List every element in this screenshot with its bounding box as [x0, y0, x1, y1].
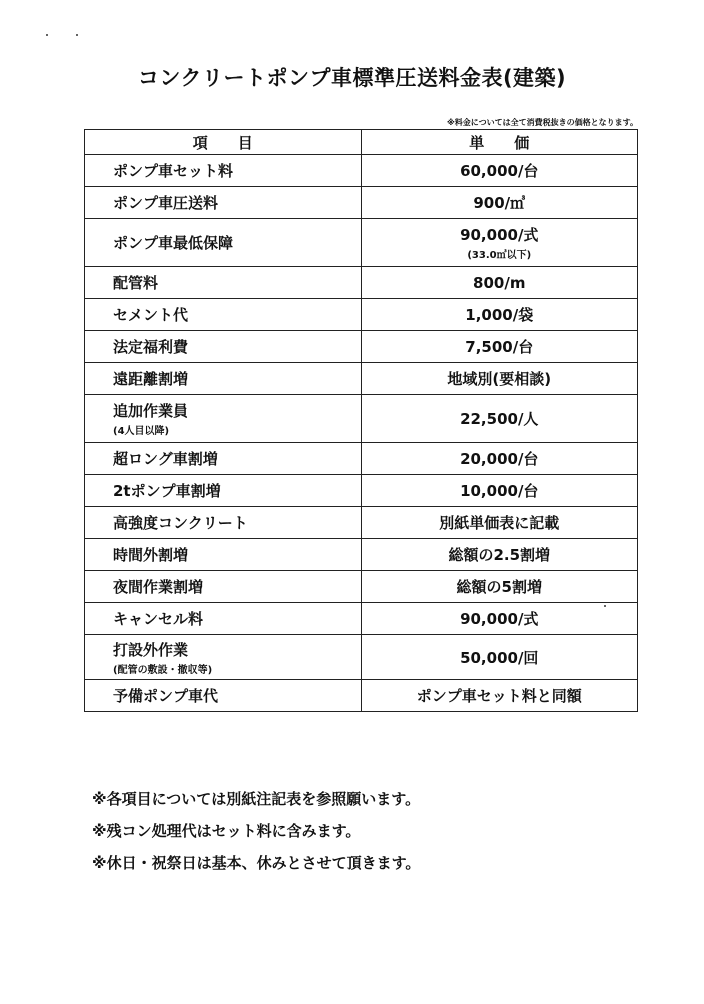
price-cell: 90,000/式 [361, 603, 638, 635]
price-cell: 20,000/台 [361, 443, 638, 475]
item-cell [85, 635, 362, 680]
table-row [85, 539, 638, 571]
item-cell: 配管料 [85, 267, 362, 299]
price-cell: 800/m [361, 267, 638, 299]
table-row [85, 475, 638, 507]
footnote: ※残コン処理代はセット料に含みます。 [92, 822, 361, 840]
table-row [85, 395, 638, 443]
table-row [85, 219, 638, 267]
rate-table [84, 129, 638, 712]
header-price: 単 価 [361, 130, 638, 155]
item-cell: 予備ポンプ車代 [85, 680, 362, 712]
item-cell: 高強度コンクリート [85, 507, 362, 539]
price-cell: 総額の5割増 [361, 571, 638, 603]
item-cell: セメント代 [85, 299, 362, 331]
item-cell: キャンセル料 [85, 603, 362, 635]
table-row [85, 299, 638, 331]
price-cell: 900/㎥ [361, 187, 638, 219]
footnote: ※各項目については別紙注記表を参照願います。 [92, 790, 421, 808]
scan-speck [46, 34, 48, 36]
price-cell: 1,000/袋 [361, 299, 638, 331]
price-cell: 別紙単価表に記載 [361, 507, 638, 539]
tax-note: ※料金については全て消費税抜きの価格となります。 [447, 118, 638, 127]
page-title: コンクリートポンプ車標準圧送料金表(建築) [137, 66, 567, 90]
item-cell: 時間外割増 [85, 539, 362, 571]
footnote: ※休日・祝祭日は基本、休みとさせて頂きます。 [92, 854, 421, 872]
table-header-row [85, 130, 638, 155]
table-row [85, 187, 638, 219]
price-cell [361, 219, 638, 267]
item-cell: 遠距離割増 [85, 363, 362, 395]
table-row [85, 443, 638, 475]
price-cell: 7,500/台 [361, 331, 638, 363]
table-row [85, 507, 638, 539]
price-cell: 地域別(要相談) [361, 363, 638, 395]
table-row [85, 155, 638, 187]
item-sub-note: (4人目以降) [113, 426, 170, 437]
footnotes [92, 788, 420, 884]
table-row [85, 635, 638, 680]
item-cell: 夜間作業割増 [85, 571, 362, 603]
item-main: 打設外作業 [113, 640, 189, 659]
table-row [85, 363, 638, 395]
header-item: 項 目 [85, 130, 362, 155]
price-cell: ポンプ車セット料と同額 [361, 680, 638, 712]
price-cell: 60,000/台 [361, 155, 638, 187]
price-cell: 50,000/回 [361, 635, 638, 680]
price-sub-note: (33.0㎥以下) [467, 250, 532, 261]
scan-speck [76, 34, 78, 36]
item-cell: ポンプ車セット料 [85, 155, 362, 187]
table-row [85, 571, 638, 603]
item-cell: 法定福利費 [85, 331, 362, 363]
item-cell: 2tポンプ車割増 [85, 475, 362, 507]
price-cell: 10,000/台 [361, 475, 638, 507]
price-cell: 22,500/人 [361, 395, 638, 443]
table-row [85, 267, 638, 299]
table-row [85, 331, 638, 363]
item-cell: ポンプ車圧送料 [85, 187, 362, 219]
item-cell: 超ロング車割増 [85, 443, 362, 475]
price-cell: 総額の2.5割増 [361, 539, 638, 571]
table-row [85, 680, 638, 712]
item-cell: ポンプ車最低保障 [85, 219, 362, 267]
price-main: 90,000/式 [460, 226, 539, 244]
item-sub-note: (配管の敷設・撤収等) [113, 664, 213, 676]
item-cell [85, 395, 362, 443]
item-main: 追加作業員 [113, 402, 189, 420]
table-row [85, 603, 638, 635]
